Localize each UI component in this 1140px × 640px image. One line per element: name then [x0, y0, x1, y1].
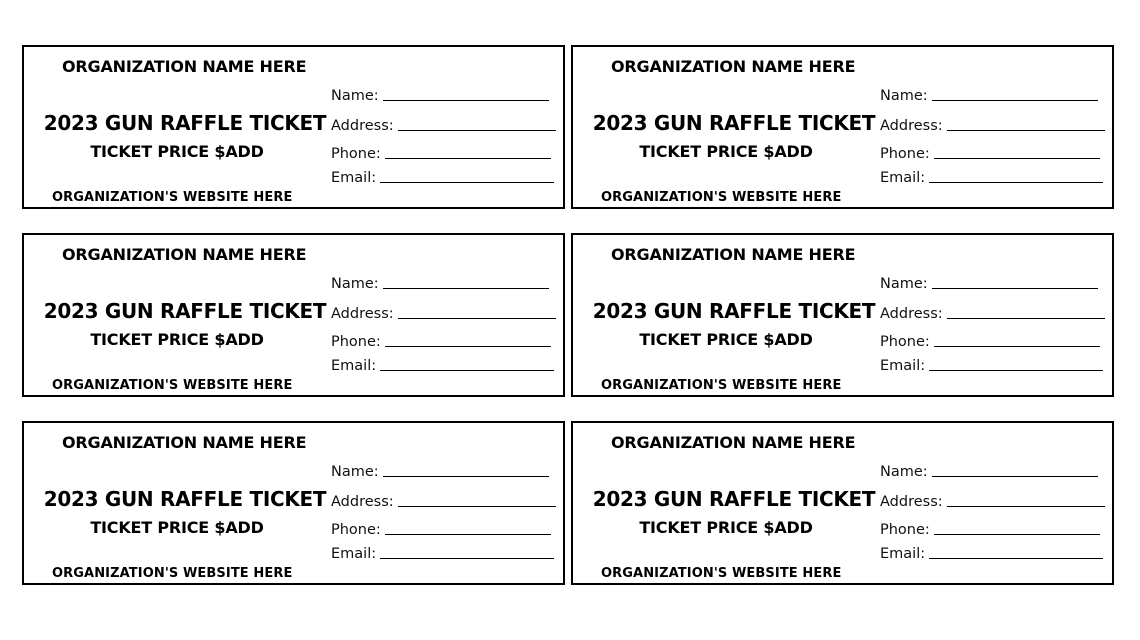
email-blank-line[interactable] — [380, 181, 554, 183]
raffle-ticket — [22, 233, 565, 397]
ticket-price: TICKET PRICE $ADD — [639, 518, 813, 537]
organization-name: ORGANIZATION NAME HERE — [62, 57, 307, 76]
email-blank-line[interactable] — [380, 557, 554, 559]
phone-field[interactable] — [331, 518, 551, 538]
email-label: Email: — [331, 358, 377, 374]
address-label: Address: — [880, 494, 943, 510]
email-blank-line[interactable] — [380, 369, 554, 371]
address-blank-line[interactable] — [947, 505, 1105, 507]
phone-label: Phone: — [331, 334, 381, 350]
ticket-price: TICKET PRICE $ADD — [90, 142, 264, 161]
address-blank-line[interactable] — [947, 129, 1105, 131]
phone-blank-line[interactable] — [934, 533, 1100, 535]
ticket-title: 2023 GUN RAFFLE TICKET — [592, 299, 876, 323]
name-label: Name: — [331, 88, 379, 104]
phone-field[interactable] — [880, 142, 1100, 162]
ticket-price: TICKET PRICE $ADD — [639, 142, 813, 161]
email-blank-line[interactable] — [929, 181, 1103, 183]
address-field[interactable] — [331, 490, 556, 510]
phone-label: Phone: — [331, 522, 381, 538]
ticket-title: 2023 GUN RAFFLE TICKET — [43, 111, 327, 135]
organization-website: ORGANIZATION'S WEBSITE HERE — [601, 378, 842, 393]
phone-label: Phone: — [880, 146, 930, 162]
ticket-price: TICKET PRICE $ADD — [90, 518, 264, 537]
organization-website: ORGANIZATION'S WEBSITE HERE — [52, 378, 293, 393]
phone-blank-line[interactable] — [385, 533, 551, 535]
name-blank-line[interactable] — [383, 287, 549, 289]
name-field[interactable] — [880, 272, 1098, 292]
email-field[interactable] — [331, 354, 554, 374]
name-label: Name: — [880, 464, 928, 480]
phone-label: Phone: — [880, 334, 930, 350]
organization-name: ORGANIZATION NAME HERE — [62, 433, 307, 452]
organization-website: ORGANIZATION'S WEBSITE HERE — [601, 566, 842, 581]
name-blank-line[interactable] — [383, 475, 549, 477]
raffle-ticket — [571, 233, 1114, 397]
name-blank-line[interactable] — [383, 99, 549, 101]
email-field[interactable] — [331, 166, 554, 186]
address-blank-line[interactable] — [398, 317, 556, 319]
name-field[interactable] — [880, 460, 1098, 480]
address-field[interactable] — [880, 490, 1105, 510]
email-field[interactable] — [880, 354, 1103, 374]
address-label: Address: — [880, 306, 943, 322]
name-field[interactable] — [331, 272, 549, 292]
email-label: Email: — [880, 170, 926, 186]
address-field[interactable] — [880, 114, 1105, 134]
address-blank-line[interactable] — [398, 129, 556, 131]
organization-name: ORGANIZATION NAME HERE — [611, 433, 856, 452]
raffle-ticket — [571, 45, 1114, 209]
ticket-title: 2023 GUN RAFFLE TICKET — [592, 487, 876, 511]
email-field[interactable] — [880, 542, 1103, 562]
phone-blank-line[interactable] — [385, 345, 551, 347]
organization-website: ORGANIZATION'S WEBSITE HERE — [52, 190, 293, 205]
ticket-price: TICKET PRICE $ADD — [90, 330, 264, 349]
name-field[interactable] — [331, 84, 549, 104]
email-blank-line[interactable] — [929, 369, 1103, 371]
email-label: Email: — [880, 546, 926, 562]
organization-name: ORGANIZATION NAME HERE — [62, 245, 307, 264]
phone-field[interactable] — [331, 330, 551, 350]
address-field[interactable] — [880, 302, 1105, 322]
raffle-ticket — [22, 421, 565, 585]
name-blank-line[interactable] — [932, 287, 1098, 289]
email-label: Email: — [331, 546, 377, 562]
phone-blank-line[interactable] — [934, 157, 1100, 159]
ticket-price: TICKET PRICE $ADD — [639, 330, 813, 349]
address-label: Address: — [880, 118, 943, 134]
name-blank-line[interactable] — [932, 99, 1098, 101]
name-field[interactable] — [331, 460, 549, 480]
email-blank-line[interactable] — [929, 557, 1103, 559]
email-field[interactable] — [880, 166, 1103, 186]
ticket-title: 2023 GUN RAFFLE TICKET — [592, 111, 876, 135]
organization-name: ORGANIZATION NAME HERE — [611, 57, 856, 76]
organization-name: ORGANIZATION NAME HERE — [611, 245, 856, 264]
address-field[interactable] — [331, 302, 556, 322]
name-label: Name: — [331, 276, 379, 292]
organization-website: ORGANIZATION'S WEBSITE HERE — [601, 190, 842, 205]
phone-blank-line[interactable] — [385, 157, 551, 159]
phone-label: Phone: — [331, 146, 381, 162]
phone-label: Phone: — [880, 522, 930, 538]
raffle-ticket — [22, 45, 565, 209]
address-label: Address: — [331, 306, 394, 322]
address-blank-line[interactable] — [947, 317, 1105, 319]
address-label: Address: — [331, 118, 394, 134]
name-label: Name: — [880, 276, 928, 292]
ticket-title: 2023 GUN RAFFLE TICKET — [43, 299, 327, 323]
address-label: Address: — [331, 494, 394, 510]
email-label: Email: — [331, 170, 377, 186]
ticket-title: 2023 GUN RAFFLE TICKET — [43, 487, 327, 511]
email-label: Email: — [880, 358, 926, 374]
phone-field[interactable] — [880, 518, 1100, 538]
address-field[interactable] — [331, 114, 556, 134]
name-field[interactable] — [880, 84, 1098, 104]
name-label: Name: — [331, 464, 379, 480]
name-label: Name: — [880, 88, 928, 104]
organization-website: ORGANIZATION'S WEBSITE HERE — [52, 566, 293, 581]
phone-field[interactable] — [331, 142, 551, 162]
name-blank-line[interactable] — [932, 475, 1098, 477]
email-field[interactable] — [331, 542, 554, 562]
address-blank-line[interactable] — [398, 505, 556, 507]
raffle-ticket — [571, 421, 1114, 585]
phone-blank-line[interactable] — [934, 345, 1100, 347]
phone-field[interactable] — [880, 330, 1100, 350]
